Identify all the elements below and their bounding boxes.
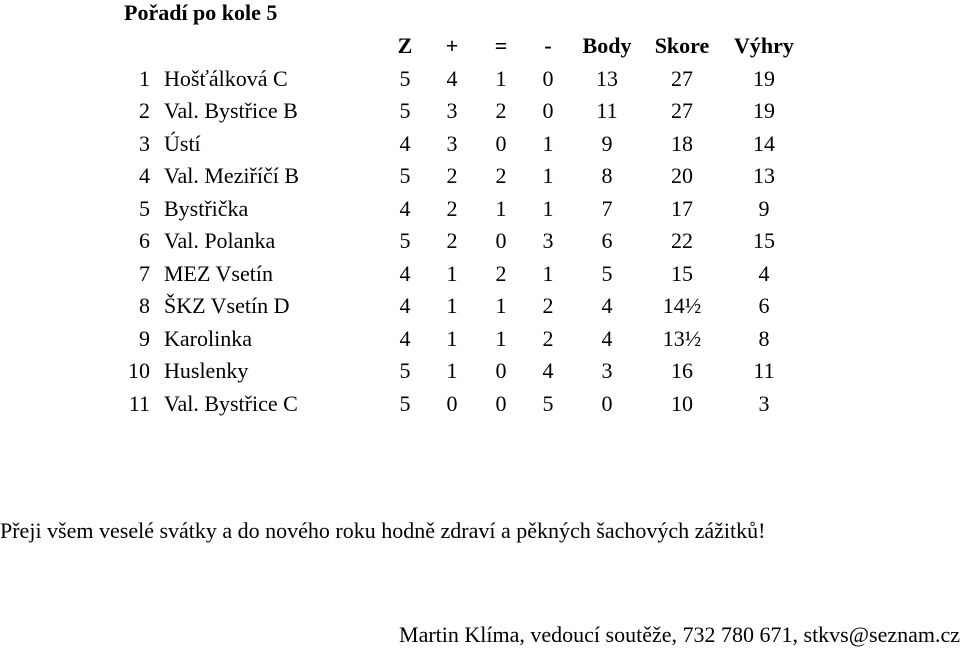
cell-board-wins: 14 <box>753 130 775 156</box>
cell-games: 4 <box>399 260 411 286</box>
cell-score: 10 <box>671 390 693 416</box>
cell-draws: 0 <box>495 390 507 416</box>
cell-losses: 0 <box>542 65 554 91</box>
table-row <box>0 160 806 193</box>
table-header <box>0 30 806 63</box>
cell-wins: 3 <box>446 98 458 123</box>
cell-games: 5 <box>399 228 411 253</box>
cell-score: 15 <box>671 260 693 286</box>
cell-team: Ústí <box>164 130 201 156</box>
cell-points: 9 <box>601 130 613 156</box>
cell-wins: 1 <box>446 260 458 286</box>
cell-score: 17 <box>671 195 693 221</box>
cell-losses: 3 <box>542 228 554 253</box>
header-games: Z <box>397 33 413 58</box>
cell-points: 4 <box>601 325 613 351</box>
cell-rank: 8 <box>139 293 150 318</box>
cell-games: 5 <box>399 358 411 383</box>
signature-text: Martin Klíma, vedoucí soutěže, 732 780 671, stkvs@seznam.cz <box>399 622 960 647</box>
cell-wins: 2 <box>446 228 458 253</box>
cell-board-wins: 15 <box>753 228 775 253</box>
header-wins: + <box>445 33 459 58</box>
header-row <box>0 30 806 63</box>
cell-board-wins: 9 <box>758 195 770 221</box>
cell-team: Val. Bystřice C <box>164 390 298 416</box>
cell-rank: 5 <box>139 195 150 221</box>
cell-team: ŠKZ Vsetín D <box>164 293 290 318</box>
cell-score: 22 <box>671 228 693 253</box>
cell-points: 4 <box>601 293 613 318</box>
cell-draws: 0 <box>495 228 507 253</box>
cell-draws: 2 <box>495 260 507 286</box>
cell-wins: 4 <box>446 65 458 91</box>
cell-points: 7 <box>601 195 613 221</box>
cell-wins: 2 <box>446 163 458 188</box>
cell-team: Hošťálková C <box>164 65 288 91</box>
cell-board-wins: 3 <box>758 390 770 416</box>
cell-board-wins: 11 <box>753 358 775 383</box>
table-row <box>0 225 806 258</box>
header-score: Skore <box>654 33 710 58</box>
cell-team: MEZ Vsetín <box>164 260 273 286</box>
table-row <box>0 63 806 96</box>
cell-score: 13½ <box>662 325 702 351</box>
header-board-wins: Výhry <box>734 33 794 58</box>
cell-score: 16 <box>671 358 693 383</box>
cell-wins: 1 <box>446 325 458 351</box>
header-rank <box>0 30 164 63</box>
cell-games: 5 <box>399 390 411 416</box>
cell-score: 27 <box>671 98 693 123</box>
cell-team: Bystřička <box>164 195 249 221</box>
cell-points: 3 <box>601 358 613 383</box>
cell-score: 27 <box>671 65 693 91</box>
cell-team: Val. Bystřice B <box>164 98 298 123</box>
cell-points: 5 <box>601 260 613 286</box>
cell-rank: 2 <box>139 98 150 123</box>
cell-team: Val. Polanka <box>164 228 276 253</box>
cell-points: 0 <box>601 390 613 416</box>
cell-board-wins: 4 <box>758 260 770 286</box>
cell-games: 4 <box>399 130 411 156</box>
cell-team: Huslenky <box>164 358 249 383</box>
cell-draws: 2 <box>495 163 507 188</box>
cell-points: 6 <box>601 228 613 253</box>
cell-rank: 6 <box>139 228 150 253</box>
cell-losses: 5 <box>542 390 554 416</box>
cell-draws: 0 <box>495 358 507 383</box>
cell-draws: 1 <box>495 65 507 91</box>
cell-wins: 1 <box>446 358 458 383</box>
cell-losses: 2 <box>542 293 554 318</box>
cell-losses: 4 <box>542 358 554 383</box>
cell-draws: 1 <box>495 195 507 221</box>
cell-draws: 2 <box>495 98 507 123</box>
cell-losses: 1 <box>542 260 554 286</box>
cell-team: Val. Meziříčí B <box>164 163 300 188</box>
cell-rank: 1 <box>139 65 150 91</box>
header-team <box>164 30 384 63</box>
cell-wins: 0 <box>446 390 458 416</box>
cell-rank: 9 <box>139 325 150 351</box>
header-draws: = <box>494 33 508 58</box>
cell-losses: 1 <box>542 130 554 156</box>
cell-board-wins: 19 <box>753 65 775 91</box>
cell-board-wins: 8 <box>758 325 770 351</box>
table-row <box>0 290 806 323</box>
cell-losses: 1 <box>542 195 554 221</box>
cell-rank: 3 <box>139 130 150 156</box>
cell-points: 13 <box>596 65 618 91</box>
cell-games: 5 <box>399 65 411 91</box>
cell-draws: 0 <box>495 130 507 156</box>
cell-team: Karolinka <box>164 325 252 351</box>
table-row <box>0 355 806 388</box>
cell-points: 11 <box>596 98 618 123</box>
page-title: Pořadí po kole 5 <box>124 0 278 25</box>
cell-board-wins: 19 <box>753 98 775 123</box>
cell-score: 14½ <box>662 293 702 318</box>
cell-games: 4 <box>399 293 411 318</box>
cell-games: 5 <box>399 98 411 123</box>
cell-board-wins: 6 <box>758 293 770 318</box>
cell-rank: 4 <box>139 163 150 188</box>
cell-wins: 1 <box>446 293 458 318</box>
cell-wins: 2 <box>446 195 458 221</box>
table-row <box>0 323 806 356</box>
greeting-text: Přeji všem veselé svátky a do nového roku hodně zdraví a pěkných šachových zážitků! <box>0 518 766 543</box>
table-row <box>0 388 806 421</box>
table-body <box>0 63 806 421</box>
cell-board-wins: 13 <box>753 163 775 188</box>
cell-draws: 1 <box>495 325 507 351</box>
cell-points: 8 <box>601 163 613 188</box>
cell-losses: 1 <box>542 163 554 188</box>
cell-rank: 10 <box>128 358 150 383</box>
cell-score: 20 <box>671 163 693 188</box>
table-row <box>0 128 806 161</box>
cell-score: 18 <box>671 130 693 156</box>
table-row <box>0 258 806 291</box>
cell-losses: 0 <box>542 98 554 123</box>
table-row <box>0 193 806 226</box>
cell-draws: 1 <box>495 293 507 318</box>
cell-rank: 7 <box>139 260 150 286</box>
table-row <box>0 95 806 128</box>
cell-games: 4 <box>399 325 411 351</box>
cell-losses: 2 <box>542 325 554 351</box>
standings-table <box>0 30 806 420</box>
cell-games: 4 <box>399 195 411 221</box>
cell-wins: 3 <box>446 130 458 156</box>
header-losses: - <box>544 33 552 58</box>
cell-rank: 11 <box>128 390 150 416</box>
cell-games: 5 <box>399 163 411 188</box>
header-points: Body <box>582 33 632 58</box>
